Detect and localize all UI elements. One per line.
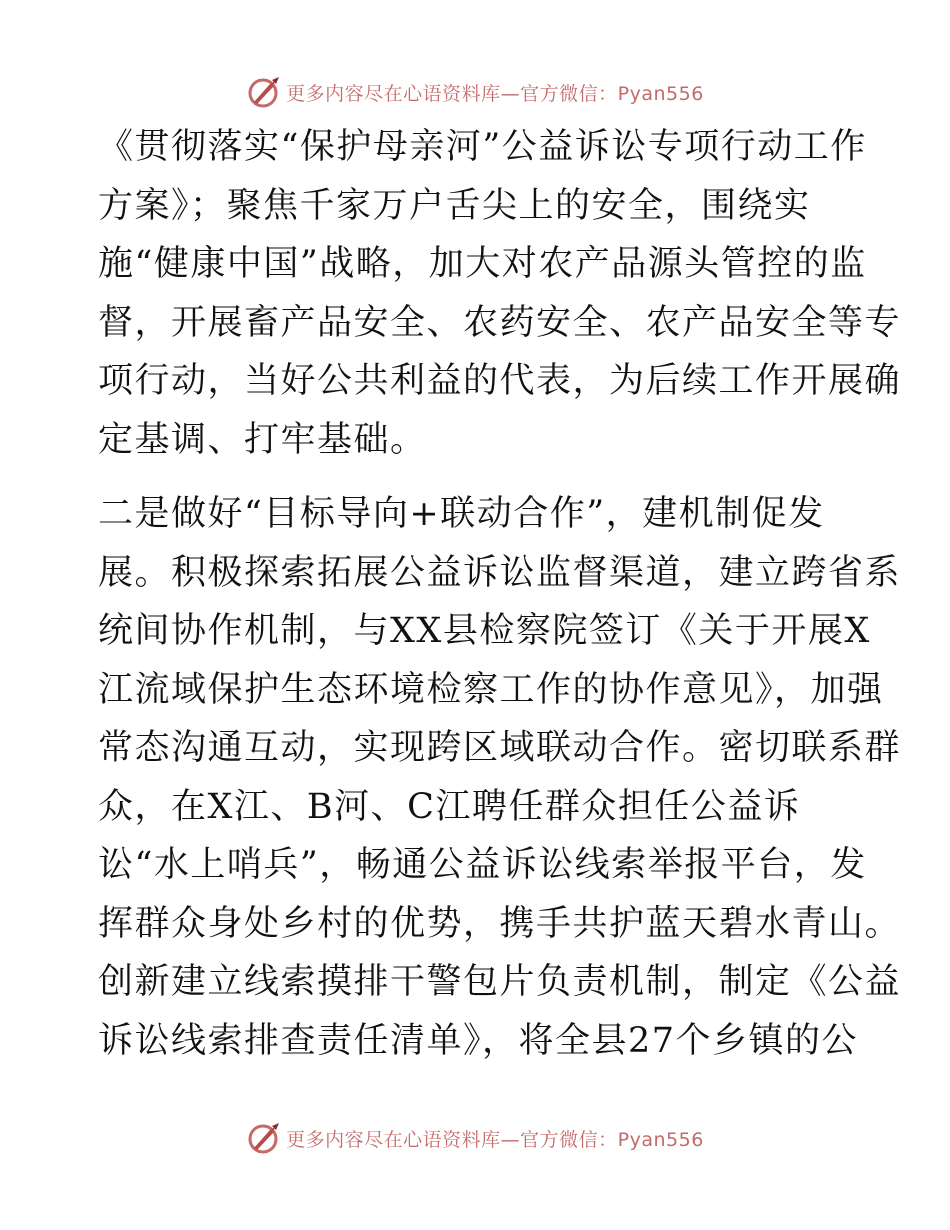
pen-logo-icon <box>246 75 284 109</box>
text-line: 展。积极探索拓展公益诉讼监督渠道，建立跨省系 <box>98 552 902 593</box>
watermark-text: 更多内容尽在心语资料库—官方微信：Pyan556 <box>286 1128 704 1151</box>
text-line: 督，开展畜产品安全、农药安全、农产品安全等专 <box>98 302 902 343</box>
text-line: 常态沟通互动，实现跨区域联动合作。密切联系群 <box>98 728 902 768</box>
header-watermark <box>0 72 950 112</box>
text-line: 挥群众身处乡村的优势，携手共护蓝天碧水青山。 <box>98 903 902 944</box>
text-line: 诉讼线索排查责任清单》，将全县27个乡镇的公 <box>98 1020 859 1061</box>
watermark-text: 更多内容尽在心语资料库—官方微信：Pyan556 <box>286 82 704 105</box>
text-line: 《贯彻落实“保护母亲河”公益诉讼专项行动工作 <box>98 127 867 167</box>
paragraph-2 <box>98 485 902 1070</box>
footer-watermark <box>0 1118 950 1158</box>
paragraph-gap <box>98 469 858 485</box>
text-line: 方案》；聚焦千家万户舌尖上的安全，围绕实 <box>98 185 811 226</box>
text-line: 众，在X江、B河、C江聘任群众担任公益诉 <box>98 786 801 827</box>
paragraph-1 <box>98 118 902 469</box>
text-line: 创新建立线索摸排干警包片负责机制，制定《公益 <box>98 962 902 1002</box>
text-line: 施“健康中国”战略，加大对农产品源头管控的监 <box>98 244 867 284</box>
text-line: 江流域保护生态环境检察工作的协作意见》，加强 <box>98 669 884 710</box>
text-line: 定基调、打牢基础。 <box>98 419 427 460</box>
text-line: 讼“水上哨兵”，畅通公益诉讼线索举报平台，发 <box>98 845 867 885</box>
document-body <box>98 118 902 1070</box>
pen-logo-icon <box>246 1121 284 1155</box>
text-line: 统间协作机制，与XX县检察院签订《关于开展X <box>98 611 871 651</box>
text-line: 二是做好“目标导向+联动合作”，建机制促发 <box>98 494 825 534</box>
text-line: 项行动，当好公共利益的代表，为后续工作开展确 <box>98 361 902 401</box>
